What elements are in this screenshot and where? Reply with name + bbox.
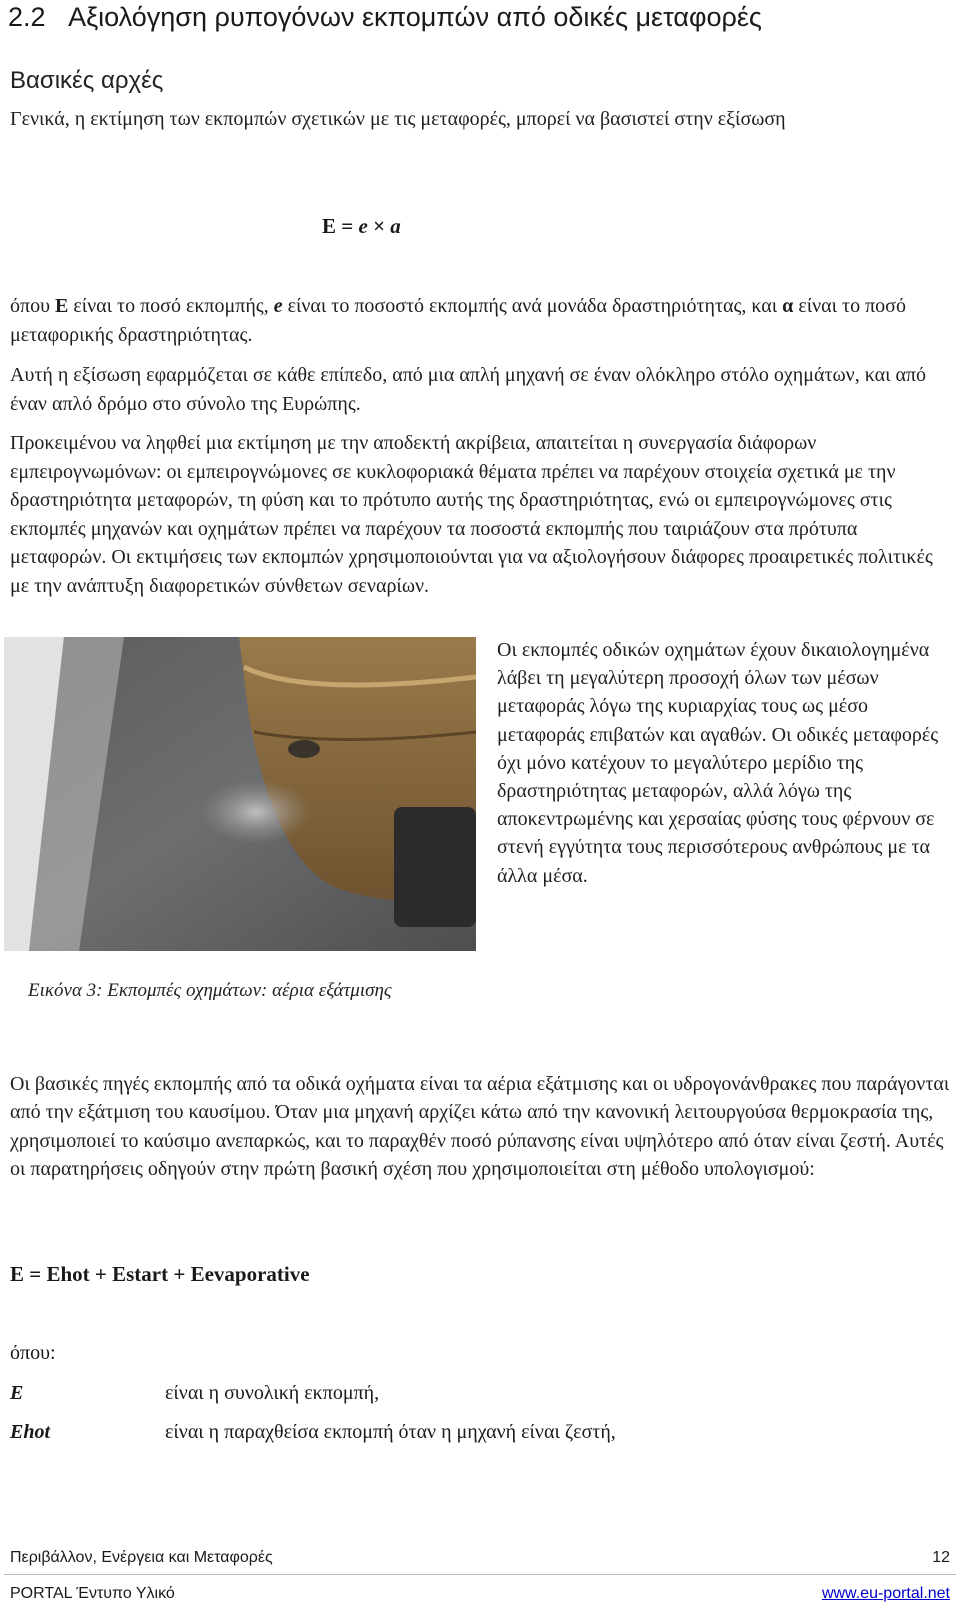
equation-equals: = bbox=[341, 214, 354, 238]
equation-times: × bbox=[373, 214, 386, 238]
def-symbol-E: E bbox=[55, 295, 69, 317]
def-symbol-a: α bbox=[782, 295, 794, 317]
section-title-text: Αξιολόγηση ρυπογόνων εκπομπών από οδικές μεταφορές bbox=[68, 2, 762, 32]
equation-a: a bbox=[390, 214, 401, 238]
portal-link[interactable]: www.eu-portal.net bbox=[821, 1585, 950, 1602]
emission-equation bbox=[322, 214, 401, 239]
paragraph-experts: Προκειμένου να ληφθεί μια εκτίμηση με την αποδεκτή ακρίβεια, απαιτείται η συνεργασία διάφορων εμπειρογνωμόνων: οι εμπειρογνώμονες σε κυκλοφοριακά θέματα πρέπει να παρέχουν στοιχεία σχετικά με την δραστηριότητα μεταφορών, τη φύση και το πρότυπο αυτής της δραστηριότητας, ενώ οι εμπειρογνώμονες στις εκπομπές μηχανών και οχημάτων πρέπει να παρέχουν τα ποσοστά εκπομπής που ταιριάζουν στα πρότυπα μεταφορών. Οι εκτιμήσεις των εκπομπών χρησιμοποιούνται για να αξιολογήσουν διάφορες προαιρετικές πολιτικές με την ανάπτυξη διαφορετικών σύνθετων σεναρίων. bbox=[10, 432, 933, 597]
term-symbol: E bbox=[10, 1382, 24, 1404]
footer-divider bbox=[4, 1574, 956, 1575]
term-description: είναι η παραχθείσα εκπομπή όταν η μηχανή είναι ζεστή, bbox=[165, 1421, 616, 1443]
paragraph-scope: Αυτή η εξίσωση εφαρμόζεται σε κάθε επίπεδο, από μια απλή μηχανή σε έναν ολόκληρο στόλο οχημάτων, και από έναν απλό δρόμο στο σύνολο της Ευρώπης. bbox=[10, 364, 927, 415]
term-description: είναι η συνολική εκπομπή, bbox=[165, 1382, 380, 1404]
subheading: Βασικές αρχές bbox=[10, 67, 164, 94]
footer-title: Περιβάλλον, Ενέργεια και Μεταφορές bbox=[10, 1549, 273, 1566]
def-text: όπου bbox=[10, 295, 55, 317]
equation-lhs: E bbox=[322, 214, 337, 238]
term-row bbox=[10, 1421, 616, 1444]
paragraph-sources: Οι βασικές πηγές εκπομπής από τα οδικά οχήματα είναι τα αέρια εξάτμισης και οι υδρογονάνθρακες που παράγονται από την εξάτμιση του καυσίμου. Όταν μια μηχανή αρχίζει κάτω από την κανονική λειτουργούσα θερμοκρασία της, χρησιμοποιεί το καύσιμο ανεπαρκώς, και το παραχθέν ποσό ρύπανσης είναι υψηλότερο από όταν είναι ζεστή. Αυτές οι παρατηρήσεις οδηγούν στην πρώτη βασική σχέση που χρησιμοποιείται στη μέθοδο υπολογισμού: bbox=[10, 1073, 950, 1180]
exhaust-photo bbox=[4, 637, 476, 951]
page-number: 12 bbox=[932, 1549, 950, 1566]
total-emission-formula: E = Ehot + Estart + Eevaporative bbox=[10, 1262, 310, 1286]
side-paragraph: Οι εκπομπές οδικών οχημάτων έχουν δικαιολογημένα λάβει τη μεγαλύτερη προσοχή όλων των μέσων μεταφοράς λόγω της κυριαρχίας τους ως μέσο μεταφοράς επιβατών και αγαθών. Οι οδικές μεταφορές όχι μόνο κατέχουν το μεγαλύτερο μερίδιο της δραστηριότητας μεταφορών, αλλά λόγω της αποκεντρωμένης και χερσαίας φύσης τους φέρνουν σε στενή εγγύτητα τους περισσότερους ανθρώπους με τα άλλα μέσα. bbox=[497, 639, 939, 887]
intro-paragraph: Γενικά, η εκτίμηση των εκπομπών σχετικών με τις μεταφορές, μπορεί να βασιστεί στην εξίσωση bbox=[10, 108, 786, 130]
def-text: είναι το ποσοστό εκπομπής ανά μονάδα δραστηριότητας, και bbox=[282, 295, 783, 317]
figure-caption: Εικόνα 3: Εκπομπές οχημάτων: αέρια εξάτμισης bbox=[28, 980, 392, 1001]
footer-portal: PORTAL Έντυπο Υλικό bbox=[10, 1585, 175, 1602]
def-symbol-e: e bbox=[273, 295, 283, 317]
def-text: είναι το ποσό μεταφορικής δραστηριότητας. bbox=[10, 295, 906, 346]
section-number: 2.2 bbox=[8, 2, 46, 32]
term-row bbox=[10, 1382, 379, 1405]
def-text: είναι το ποσό εκπομπής, bbox=[68, 295, 274, 317]
definition-paragraph bbox=[10, 292, 940, 349]
term-symbol: Ehot bbox=[10, 1421, 51, 1443]
where-label: όπου: bbox=[10, 1342, 56, 1364]
section-title bbox=[8, 0, 762, 34]
equation-e: e bbox=[358, 214, 368, 238]
